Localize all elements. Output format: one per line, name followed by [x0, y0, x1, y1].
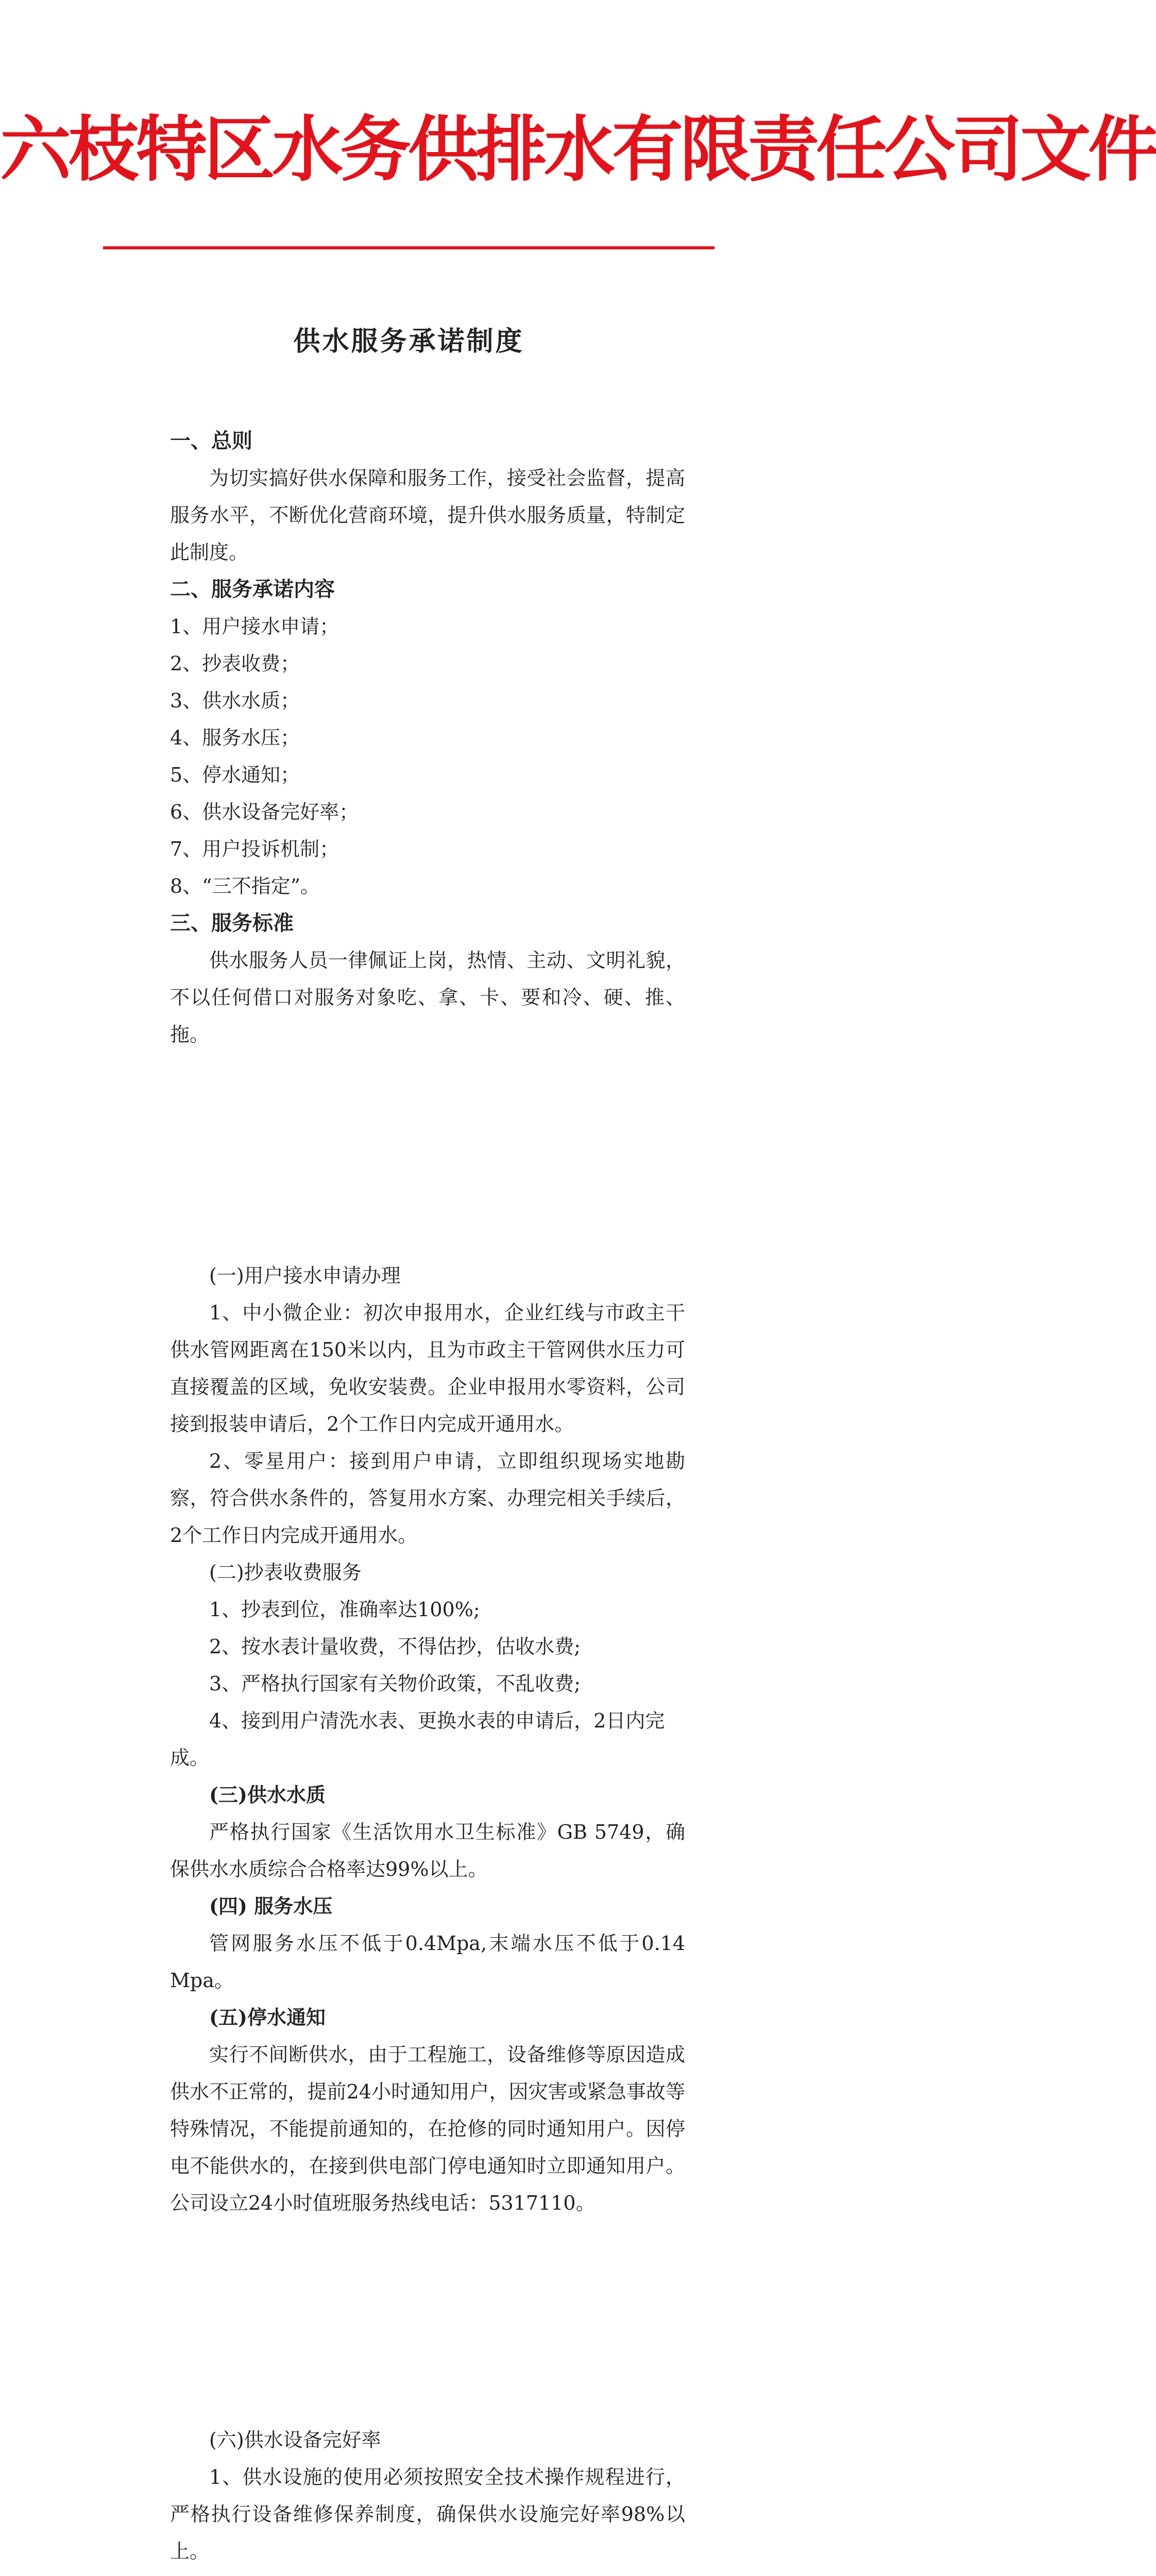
section-heading-content: 二、服务承诺内容: [170, 577, 335, 601]
section-block-3: [170, 2421, 685, 2576]
subsection-heading: (三)供水水质: [209, 1783, 326, 1806]
list-item: 4、接到用户清洗水表、更换水表的申请后，2日内完成。: [170, 1709, 665, 1769]
paragraph: 1、中小微企业：初次申报用水，企业红线与市政主干供水管网距离在150米以内，且为市政主干管网供水压力可直接覆盖的区域，免收安装费。企业申报用水零资料，公司接到报装申请后，2个工作日内完成开通用水。: [170, 1301, 685, 1435]
paragraph: 严格执行国家《生活饮用水卫生标准》GB 5749，确保供水水质综合合格率达99%以上。: [170, 1821, 685, 1880]
section-heading-standard: 三、服务标准: [170, 911, 294, 935]
section-heading-general: 一、总则: [170, 429, 252, 453]
standard-intro-paragraph: 供水服务人员一律佩证上岗，热情、主动、文明礼貌，不以任何借口对服务对象吃、拿、卡、要和冷、硬、推、拖。: [170, 949, 685, 1046]
list-item: 4、服务水压；: [170, 726, 300, 749]
list-item: 1、用户接水申请；: [170, 615, 339, 638]
paragraph: 实行不间断供水，由于工程施工，设备维修等原因造成供水不正常的，提前24小时通知用户，因灾害或紧急事故等特殊情况，不能提前通知的，在抢修的同时通知用户。因停电不能供水的，在接到供电部门停电通知时立即通知用户。公司设立24小时值班服务热线电话：5317110。: [170, 2043, 685, 2214]
list-item: 8、“三不指定”。: [170, 875, 320, 897]
subsection-heading: (六)供水设备完好率: [209, 2429, 381, 2451]
list-item: 2、抄表收费；: [170, 652, 300, 675]
list-item: 5、停水通知；: [170, 764, 300, 786]
list-item: 1、抄表到位，准确率达100%;: [209, 1598, 480, 1621]
list-item: 6、供水设备完好率；: [170, 801, 359, 823]
list-item: 3、严格执行国家有关物价政策，不乱收费;: [209, 1672, 581, 1695]
letterhead-title: 六枝特区水务供排水有限责任公司文件: [0, 107, 1156, 191]
subsection-heading: (五)停水通知: [209, 2006, 326, 2029]
document-title: 供水服务承诺制度: [293, 326, 524, 357]
paragraph: [170, 2570, 685, 2576]
paragraph: 2、零星用户：接到用户申请，立即组织现场实地勘察，符合供水条件的，答复用水方案、办理完相关手续后，2个工作日内完成开通用水。: [170, 1450, 685, 1547]
general-paragraph: 为切实搞好供水保障和服务工作，接受社会监督，提高服务水平，不断优化营商环境，提升供水服务质量，特制定此制度。: [170, 467, 685, 564]
letterhead-divider: [103, 246, 715, 249]
section-block-1: [170, 422, 685, 1053]
paragraph: 1、供水设施的使用必须按照安全技术操作规程进行，严格执行设备维修保养制度，确保供水设施完好率98%以上。: [170, 2466, 685, 2563]
subsection-heading: (二)抄表收费服务: [209, 1561, 362, 1584]
paragraph: 管网服务水压不低于0.4Mpa,末端水压不低于0.14 Mpa。: [170, 1932, 685, 1992]
list-item: 7、用户投诉机制；: [170, 838, 339, 860]
list-item: 2、按水表计量收费，不得估抄，估收水费;: [209, 1635, 581, 1658]
subsection-heading: (一)用户接水申请办理: [209, 1264, 401, 1287]
subsection-heading: (四) 服务水压: [209, 1894, 333, 1918]
list-item: 3、供水水质；: [170, 689, 300, 712]
section-block-2: [170, 1257, 685, 2222]
